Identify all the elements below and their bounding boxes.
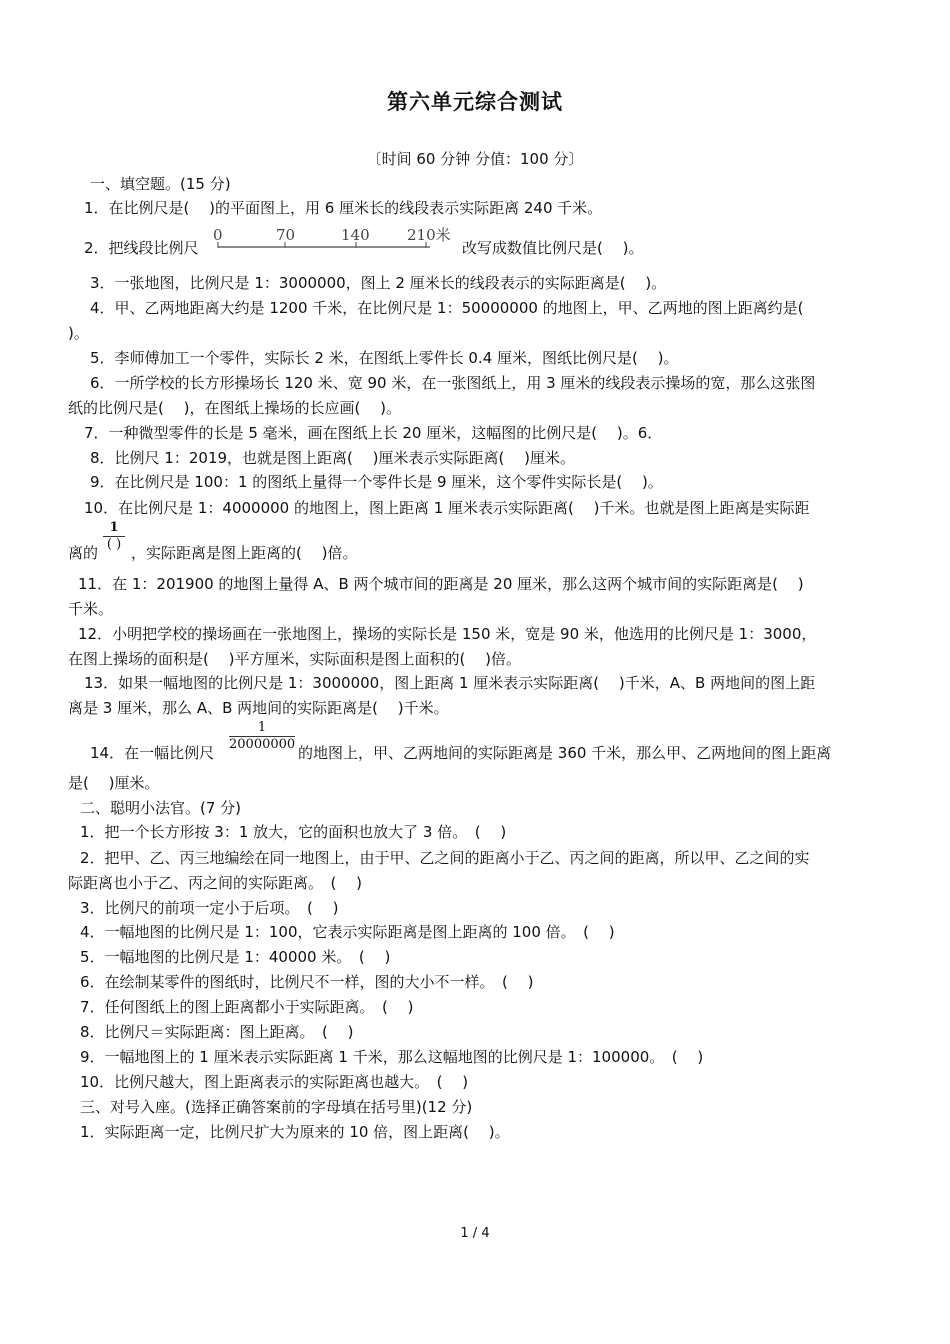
s1-question-14-start: 14．在一幅比例尺 — [90, 744, 215, 762]
s2-question-3: 3．比例尺的前项一定小于后项。 ( ) — [80, 899, 339, 917]
s1-question-10-line1: 10．在比例尺是 1：4000000 的地图上，图上距离 1 厘米表示实际距离( )千米。也就是图上距离是实际距 — [84, 499, 810, 517]
fraction-numerator: 1 — [109, 520, 119, 535]
s2-question-9: 9．一幅地图上的 1 厘米表示实际距离 1 千米，那么这幅地图的比例尺是 1：100000。 ( ) — [80, 1048, 704, 1066]
s1-question-12-line2: 在图上操场的面积是( )平方厘米，实际面积是图上面积的( )倍。 — [68, 650, 521, 668]
s1-question-11-line1: 11．在 1：201900 的地图上量得 A、B 两个城市间的距离是 20 厘米，那么这两个城市间的实际距离是( ) — [78, 575, 804, 593]
s1-question-12-line1: 12．小明把学校的操场画在一张地图上，操场的实际长是 150 米，宽是 90 米，他选用的比例尺是 1：3000， — [78, 625, 817, 643]
s1-question-13-line1: 13．如果一幅地图的比例尺是 1：3000000，图上距离 1 厘米表示实际距离( )千米，A、B 两地间的图上距 — [84, 674, 816, 692]
fraction-scale — [229, 720, 295, 753]
s2-question-7: 7．任何图纸上的图上距离都小于实际距离。 ( ) — [80, 998, 414, 1016]
s2-question-6: 6．在绘制某零件的图纸时，比例尺不一样，图的大小不一样。 ( ) — [80, 973, 534, 991]
s1-question-14-end: 的地图上，甲、乙两地间的实际距离是 360 千米，那么甲、乙两地间的图上距离 — [298, 744, 832, 762]
s3-question-1: 1．实际距离一定，比例尺扩大为原来的 10 倍，图上距离( )。 — [80, 1123, 510, 1141]
page-subtitle: 〔时间 60 分钟 分值：100 分〕 — [366, 150, 584, 168]
page-number: 1 / 4 — [460, 1226, 490, 1241]
s2-question-5: 5．一幅地图的比例尺是 1：40000 米。 ( ) — [80, 948, 391, 966]
s2-question-2-line1: 2．把甲、乙、丙三地编绘在同一地图上，由于甲、乙之间的距离小于乙、丙之间的距离，所以甲、乙之间的实 — [80, 849, 810, 867]
s1-question-6-line1: 6．一所学校的长方形操场长 120 米、宽 90 米，在一张图纸上，用 3 厘米的线段表示操场的宽，那么这张图 — [90, 374, 816, 392]
ruler-label-70: 70 — [276, 226, 296, 244]
s1-question-10-line2-end: ，实际距离是图上距离的( )倍。 — [131, 544, 358, 562]
section2-heading: 二、聪明小法官。(7 分) — [80, 799, 242, 817]
s2-question-10: 10．比例尺越大，图上距离表示的实际距离也越大。 ( ) — [80, 1073, 469, 1091]
s1-question-11-line2: 千米。 — [68, 600, 114, 618]
fraction-numerator: 1 — [257, 720, 267, 735]
s1-question-4-line1: 4．甲、乙两地距离大约是 1200 千米，在比例尺是 1：50000000 的地图上，甲、乙两地的图上距离约是( — [90, 299, 804, 317]
s1-question-2-end: 改写成数值比例尺是( )。 — [462, 239, 644, 257]
section3-heading: 三、对号入座。(选择正确答案前的字母填在括号里)(12 分) — [80, 1098, 473, 1116]
s1-question-1: 1．在比例尺是( )的平面图上，用 6 厘米长的线段表示实际距离 240 千米。 — [84, 199, 603, 217]
s1-question-2-start: 2．把线段比例尺 — [84, 239, 199, 257]
line-segment-scale — [213, 220, 458, 256]
ruler-label-210: 210米 — [407, 226, 451, 244]
s1-question-5: 5．李师傅加工一个零件，实际长 2 米，在图纸上零件长 0.4 厘米，图纸比例尺是( )。 — [90, 349, 679, 367]
s2-question-1: 1．把一个长方形按 3：1 放大，它的面积也放大了 3 倍。 ( ) — [80, 823, 507, 841]
ruler-label-0: 0 — [213, 226, 223, 244]
s1-question-10-line2-start: 离的 — [68, 544, 99, 562]
fraction-denominator: 20000000 — [229, 737, 296, 752]
ruler-label-140: 140 — [341, 226, 370, 244]
s1-question-3: 3．一张地图，比例尺是 1：3000000，图上 2 厘米长的线段表示的实际距离是( )。 — [90, 274, 667, 292]
page-title: 第六单元综合测试 — [387, 90, 563, 114]
section1-heading: 一、填空题。(15 分) — [90, 175, 231, 193]
s1-question-4-line2: )。 — [68, 324, 89, 342]
s1-question-7: 7．一种微型零件的长是 5 毫米，画在图纸上长 20 厘米，这幅图的比例尺是( )。6． — [84, 424, 663, 442]
s2-question-8: 8．比例尺＝实际距离：图上距离。 ( ) — [80, 1023, 354, 1041]
fraction-denominator: ( ) — [103, 536, 125, 553]
s1-question-6-line2: 纸的比例尺是( )，在图纸上操场的长应画( )。 — [68, 399, 401, 417]
s1-question-14-line2: 是( )厘米。 — [68, 774, 160, 792]
s1-question-9: 9．在比例尺是 100：1 的图纸上量得一个零件长是 9 厘米，这个零件实际长是( )。 — [90, 473, 663, 491]
fraction-one-over-blank — [103, 520, 125, 553]
s1-question-8: 8．比例尺 1：2019，也就是图上距离( )厘米表示实际距离( )厘米。 — [90, 449, 575, 467]
s1-question-13-line2: 离是 3 厘米，那么 A、B 两地间的实际距离是( )千米。 — [68, 699, 449, 717]
s2-question-2-line2: 际距离也小于乙、丙之间的实际距离。 ( ) — [68, 874, 362, 892]
s2-question-4: 4．一幅地图的比例尺是 1：100，它表示实际距离是图上距离的 100 倍。 ( ) — [80, 923, 615, 941]
